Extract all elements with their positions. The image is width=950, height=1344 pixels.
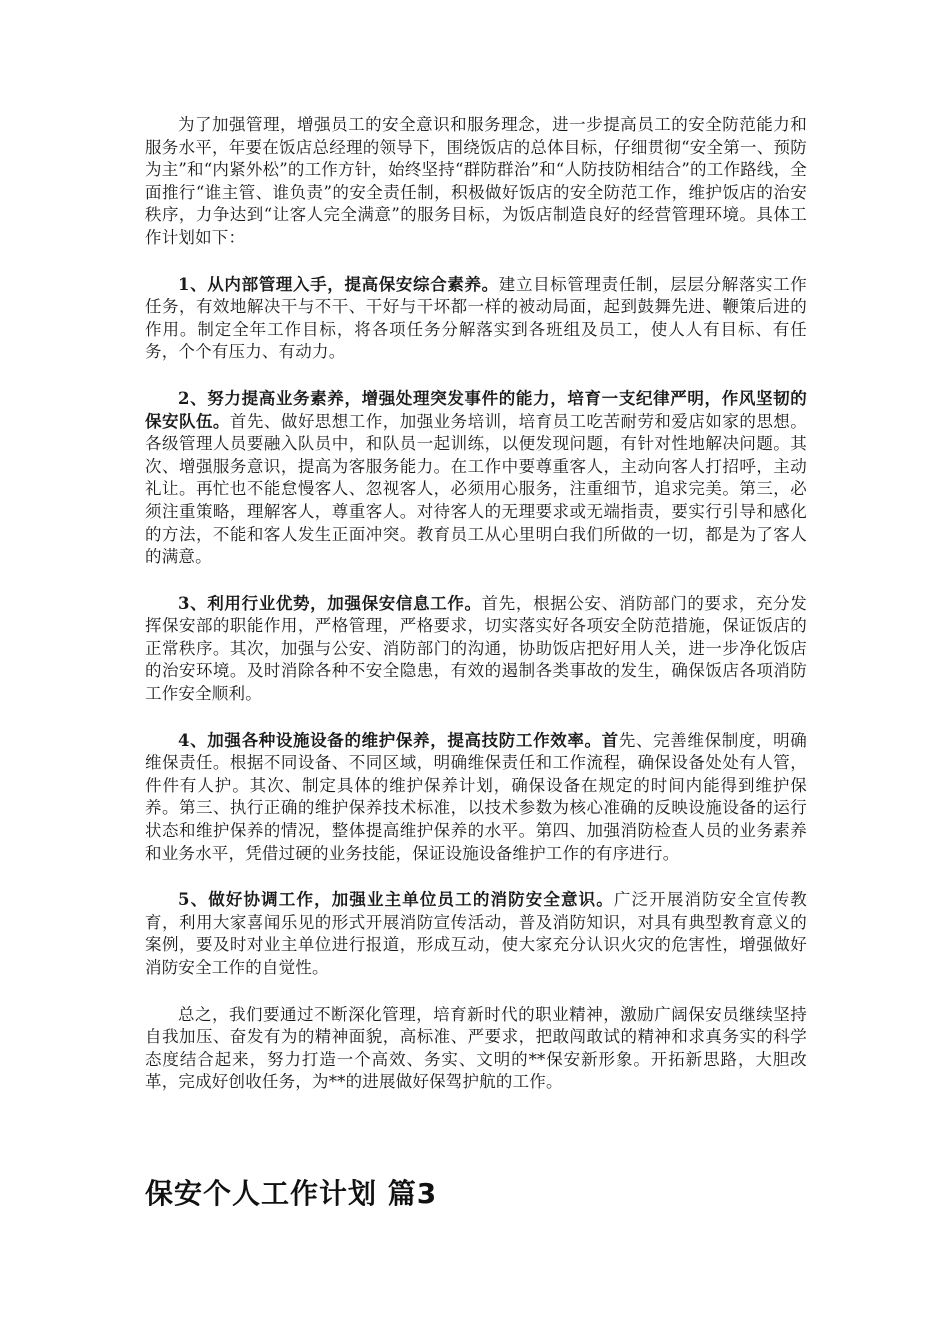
plan-item-3 [145,593,807,706]
conclusion-paragraph: 总之，我们要通过不断深化管理，培育新时代的职业精神，激励广阔保安员继续坚持自我加压、奋发有为的精神面貌，高标准、严要求，把敢闯敢试的精神和求真务实的科学态度结合起来，努力打造一个高效、务实、文明的**保安新形象。开拓新思路，大胆改革，完成好创收任务，为**的进展做好保驾护航的工作。 [145,1004,807,1092]
plan-item-1 [145,274,807,364]
plan-item-2-text: 首先、做好思想工作，加强业务培训，培育员工吃苦耐劳和爱店如家的思想。各级管理人员要融入队员中，和队员一起训练，以便发现问题，有针对性地解决问题。其次、增强服务意识，提高为客服务能力。在工作中要尊重客人，主动向客人打招呼，主动礼让。再忙也不能怠慢客人、忽视客人，必须用心服务，注重细节，追求完美。第三，必须注重策略，理解客人，尊重客人。对待客人的无理要求或无端指责，要实行引导和感化的方法，不能和客人发生正面冲突。教育员工从心里明白我们所做的一切，都是为了客人的满意。 [145,411,807,567]
plan-item-1-text: 建立目标管理责任制，层层分解落实工作任务，有效地解决干与不干、干好与干坏都一样的被动局面，起到鼓舞先进、鞭策后进的作用。制定全年工作目标，将各项任务分解落实到各班组及员工，使人人有目标、有任务，个个有压力、有动力。 [145,274,808,362]
plan-item-2 [145,388,807,569]
section-title: 保安个人工作计划 篇3 [145,1177,438,1210]
document-body [145,114,807,1094]
intro-paragraph: 为了加强管理，增强员工的安全意识和服务理念，进一步提高员工的安全防范能力和服务水平，年要在饭店总经理的领导下，围绕饭店的总体目标，仔细贯彻“安全第一、预防为主”和“内紧外松”的工作方针，始终坚持“群防群治”和“人防技防相结合”的工作路线，全面推行“谁主管、谁负责”的安全责任制，积极做好饭店的安全防范工作，维护饭店的治安秩序，力争达到“让客人完全满意”的服务目标，为饭店制造良好的经营管理环境。具体工作计划如下： [145,115,807,247]
plan-item-2-heading: 2、努力提高业务素养，增强处理突发事件的能力，培育一支纪律严明，作风坚韧的保安队伍。 [145,388,807,431]
plan-item-4-text: 先、完善维保制度，明确维保责任。根据不同设备、不同区域，明确维保责任和工作流程，确保设备处处有人管，件件有人护。其次、制定具体的维护保养计划，确保设备在规定的时间内能得到维护保养。第三、执行正确的维护保养技术标准，以技术参数为核心准确的反映设施设备的运行状态和维护保养的情况，整体提高维护保养的水平。第四、加强消防检查人员的业务素养和业务水平，凭借过硬的业务技能，保证设施设备维护工作的有序进行。 [145,730,808,863]
plan-item-5-heading: 5、做好协调工作，加强业主单位员工的消防安全意识。 [178,890,614,910]
plan-item-4 [145,730,807,866]
plan-item-3-heading: 3、利用行业优势，加强保安信息工作。 [178,593,482,613]
plan-item-4-heading: 4、加强各种设施设备的维护保养，提高技防工作效率。首 [178,730,619,750]
plan-item-3-text: 首先，根据公安、消防部门的要求，充分发挥保安部的职能作用，严格管理，严格要求，切实落实好各项安全防范措施，保证饭店的正常秩序。其次，加强与公安、消防部门的沟通，协助饭店把好用人关，进一步净化饭店的治安环境。及时消除各种不安全隐患，有效的遏制各类事故的发生，确保饭店各项消防工作安全顺利。 [145,593,807,704]
plan-item-5 [145,889,807,979]
plan-item-1-heading: 1、从内部管理入手，提高保安综合素养。 [178,274,499,294]
plan-item-5-text: 广泛开展消防安全宣传教育，利用大家喜闻乐见的形式开展消防宣传活动，普及消防知识，对具有典型教育意义的案例，要及时对业主单位进行报道，形成互动，使大家充分认识火灾的危害性，增强做好消防安全工作的自觉性。 [145,890,807,977]
